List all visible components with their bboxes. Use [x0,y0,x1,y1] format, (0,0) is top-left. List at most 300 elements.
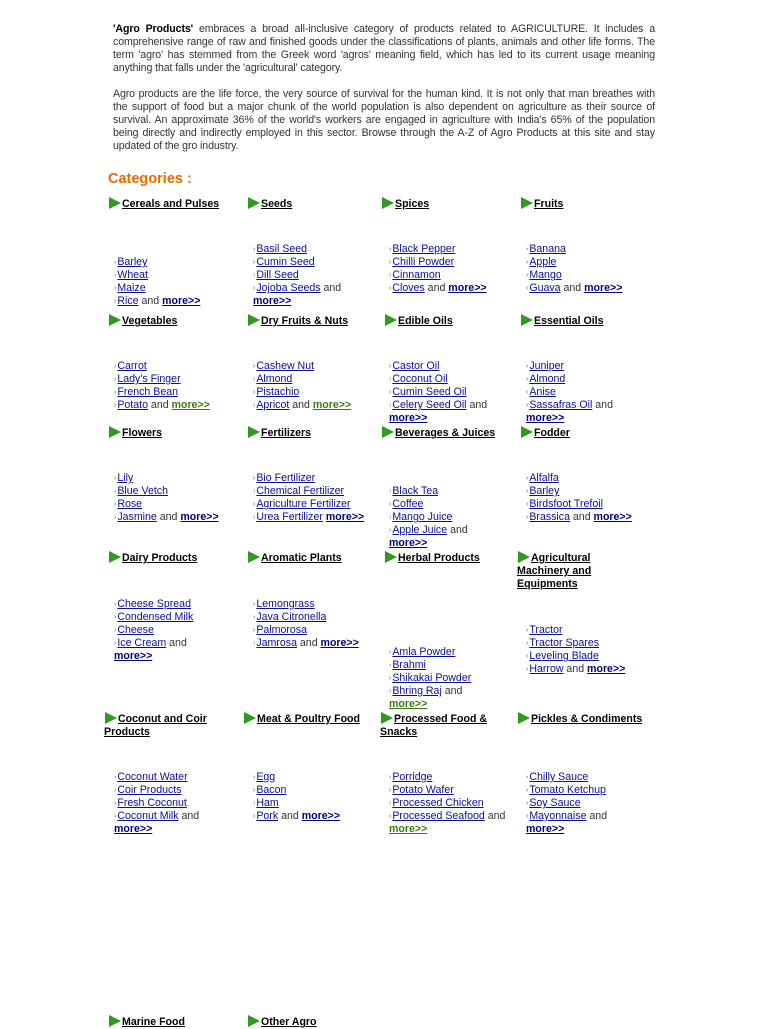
bullet-icon: › [253,787,256,794]
category-title-link[interactable]: Seeds [261,198,293,210]
bullet-icon: › [526,259,529,266]
bullet-icon: › [526,653,529,660]
bullet-icon: › [253,389,256,396]
more-line [389,698,524,711]
item-link[interactable]: Barley [117,256,148,268]
item-link[interactable]: Cheese [117,624,154,636]
list-item [389,659,524,672]
more-line [114,650,249,663]
bullet-icon: › [253,800,256,807]
and-text: and [278,810,302,822]
more-link[interactable]: more>> [526,412,565,424]
item-link[interactable]: Rice [117,295,139,307]
category-item-list [526,243,661,295]
category-title-link[interactable]: Herbal Products [398,552,480,564]
bullet-icon: › [253,402,256,409]
item-link[interactable]: Tomato Ketchup [529,784,606,796]
list-item [253,771,388,784]
green-triangle-arrow-icon [247,1015,261,1027]
green-triangle-arrow-icon [520,314,534,326]
and-text: and [178,810,200,822]
arrow-icon-wrap [108,551,122,563]
item-link[interactable]: Dill Seed [256,269,299,281]
bullet-icon: › [526,488,529,495]
bullet-icon: › [114,787,117,794]
bullet-icon: › [389,402,392,409]
item-link[interactable]: Maize [117,282,146,294]
bullet-icon: › [389,527,392,534]
bullet-icon: › [253,246,256,253]
list-item [526,663,661,676]
item-link[interactable]: Potato Wafer [392,784,454,796]
arrow-icon-wrap [247,551,261,563]
item-link[interactable]: Cashew Nut [256,360,315,372]
arrow-icon-wrap [384,551,398,563]
item-link[interactable]: Basil Seed [256,243,307,255]
list-item [253,282,388,295]
category-heading [380,712,508,739]
item-link[interactable]: Jojoba Seeds [256,282,321,294]
category-title-link[interactable]: Dairy Products [122,552,198,564]
list-item [389,269,524,282]
more-line [526,823,661,836]
more-link[interactable]: more>> [312,399,352,411]
item-link[interactable]: Coconut Water [117,771,188,783]
list-item [389,373,524,386]
and-text: and [138,295,163,307]
category-heading [108,314,236,328]
item-link[interactable]: Bhring Raj [392,685,442,697]
bullet-icon: › [114,285,117,292]
list-item [114,771,249,784]
list-item [526,485,661,498]
list-item [526,624,661,637]
bullet-icon: › [253,475,256,482]
more-link[interactable]: more>> [389,412,428,424]
arrow-icon-wrap [381,426,395,438]
list-item [253,373,388,386]
item-link[interactable]: Jamrosa [256,637,297,649]
item-link[interactable]: Lily [117,472,134,484]
item-link[interactable]: Ice Cream [117,637,167,649]
list-item [253,386,388,399]
item-link[interactable]: Coir Products [117,784,182,796]
bullet-icon: › [114,389,117,396]
list-item [526,269,661,282]
arrow-icon-wrap [381,197,395,209]
more-line [526,412,661,425]
more-link[interactable]: more>> [301,810,340,822]
bullet-icon: › [114,363,117,370]
bullet-icon: › [253,488,256,495]
and-text: and [447,524,468,536]
item-link[interactable]: Agriculture Fertilizer [256,498,351,510]
more-link[interactable]: more>> [389,823,428,835]
list-item [114,797,249,810]
item-link[interactable]: Pistachio [256,386,300,398]
arrow-icon-wrap [108,1015,122,1027]
item-link[interactable]: Potato [117,399,148,411]
bullet-icon: › [389,246,392,253]
item-link[interactable]: Barley [529,485,560,497]
green-triangle-arrow-icon [247,551,261,563]
category-title-link[interactable]: Cereals and Pulses [122,198,220,210]
item-link[interactable]: Mayonnaise [529,810,587,822]
more-link[interactable]: more>> [114,650,153,662]
list-item [253,624,388,637]
item-link[interactable]: Rose [117,498,143,510]
item-link[interactable]: Celery Seed Oil [392,399,467,411]
item-link[interactable]: Almond [529,373,566,385]
category-heading [520,426,648,440]
bullet-icon: › [114,800,117,807]
list-item [389,810,524,823]
category-item-list [253,771,388,823]
item-link[interactable]: Black Pepper [392,243,456,255]
list-item [526,784,661,797]
item-link[interactable]: Shikakai Powder [392,672,472,684]
category-heading [381,197,509,211]
category-title-link[interactable]: Aromatic Plants [261,552,342,564]
item-link[interactable]: Brahmi [392,659,426,671]
and-text: and [563,663,588,675]
category-title-link[interactable]: Coconut and Coir Products [104,713,207,738]
more-line [114,823,249,836]
item-link[interactable]: Alfalfa [529,472,559,484]
and-text: and [320,282,342,294]
list-item [114,256,249,269]
list-item [253,810,388,823]
bullet-icon: › [389,787,392,794]
arrow-icon-wrap [520,314,534,326]
item-link[interactable]: Bacon [256,784,287,796]
bullet-icon: › [389,259,392,266]
item-link[interactable]: Chemical Fertilizer [256,485,345,497]
list-item [526,637,661,650]
category-item-list [389,771,524,836]
green-triangle-arrow-icon [108,1015,122,1027]
arrow-icon-wrap [247,314,261,326]
bullet-icon: › [526,514,529,521]
green-triangle-arrow-icon [243,712,257,724]
category-title-link[interactable]: Other Agro [261,1016,317,1028]
item-link[interactable]: Coffee [392,498,424,510]
item-link[interactable]: Sassafras Oil [529,399,593,411]
bullet-icon: › [389,285,392,292]
bullet-icon: › [253,813,256,820]
category-title-link[interactable]: Marine Food [122,1016,185,1028]
bullet-icon: › [526,774,529,781]
list-item [389,360,524,373]
list-item [389,386,524,399]
category-item-list [526,472,661,524]
list-item [526,511,661,524]
category-title-link[interactable]: Fruits [534,198,564,210]
bullet-icon: › [114,627,117,634]
list-item [389,771,524,784]
category-title-link[interactable]: Vegetables [122,315,178,327]
category-title-link[interactable]: Pickles & Condiments [531,713,643,725]
arrow-icon-wrap [247,1015,261,1027]
list-item [526,797,661,810]
bullet-icon: › [389,800,392,807]
category-title-link[interactable]: Flowers [122,427,163,439]
list-item [114,498,249,511]
item-link[interactable]: Anise [529,386,556,398]
category-title-link[interactable]: Beverages & Juices [395,427,496,439]
item-link[interactable]: Palmorosa [256,624,307,636]
and-text: and [441,685,463,697]
category-item-list [253,360,388,412]
item-link[interactable]: Tractor [529,624,563,636]
and-text: and [586,810,608,822]
category-title-link[interactable]: Spices [395,198,430,210]
bullet-icon: › [114,601,117,608]
more-link[interactable]: more>> [180,511,219,523]
bullet-icon: › [253,514,256,521]
bullet-icon: › [389,813,392,820]
item-link[interactable]: Mango Juice [392,511,453,523]
list-item [389,797,524,810]
bullet-icon: › [526,363,529,370]
item-link[interactable]: Cheese Spread [117,598,191,610]
bullet-icon: › [526,787,529,794]
list-item [389,485,524,498]
bullet-icon: › [114,501,117,508]
category-item-list [253,598,388,650]
item-link[interactable]: Coconut Oil [392,373,448,385]
item-link[interactable]: Leveling Blade [529,650,599,662]
more-link[interactable]: more>> [389,698,428,710]
list-item [253,637,388,650]
item-link[interactable]: Lemongrass [256,598,315,610]
category-item-list [389,360,524,425]
list-item [114,810,249,823]
list-item [114,373,249,386]
item-link[interactable]: Harrow [529,663,564,675]
list-item [526,360,661,373]
category-heading [520,314,648,328]
category-heading [517,712,645,726]
item-link[interactable]: Cumin Seed [256,256,315,268]
arrow-icon-wrap [104,712,118,724]
item-link[interactable]: Pork [256,810,279,822]
item-link[interactable]: Processed Seafood [392,810,485,822]
green-triangle-arrow-icon [108,426,122,438]
item-link[interactable]: French Bean [117,386,178,398]
category-title-link[interactable]: Fertilizers [261,427,312,439]
item-link[interactable]: Jasmine [117,511,157,523]
list-item [114,295,249,308]
item-link[interactable]: Condensed Milk [117,611,194,623]
list-item [389,498,524,511]
and-text: and [166,637,187,649]
item-link[interactable]: Soy Sauce [529,797,581,809]
item-link[interactable]: Cumin Seed Oil [392,386,467,398]
item-link[interactable]: Carrot [117,360,147,372]
item-link[interactable]: Coconut Milk [117,810,179,822]
item-link[interactable]: Juniper [529,360,565,372]
category-item-list [114,360,249,412]
category-item-list [526,771,661,836]
item-link[interactable]: Banana [529,243,566,255]
list-item [389,511,524,524]
list-item [114,399,249,412]
more-link[interactable]: more>> [162,295,201,307]
bullet-icon: › [389,389,392,396]
category-item-list [253,472,388,524]
categories-heading: Categories : [108,171,192,187]
bullet-icon: › [389,376,392,383]
green-triangle-arrow-icon [247,426,261,438]
bullet-icon: › [253,614,256,621]
item-link[interactable]: Ham [256,797,279,809]
bullet-icon: › [389,514,392,521]
list-item [253,399,388,412]
list-item [389,685,524,698]
and-text: and [156,511,181,523]
more-link[interactable]: more>> [584,282,623,294]
item-link[interactable]: Apricot [256,399,290,411]
item-link[interactable]: Processed Chicken [392,797,484,809]
item-link[interactable]: Cloves [392,282,425,294]
item-link[interactable]: Guava [529,282,561,294]
item-link[interactable]: Brassica [529,511,570,523]
item-link[interactable]: Bio Fertilizer [256,472,316,484]
more-link[interactable]: more>> [587,663,626,675]
category-item-list [389,243,524,295]
item-link[interactable]: Apple Juice [392,524,448,536]
category-heading [384,551,512,565]
category-item-list [114,472,249,524]
category-item-list [114,598,249,663]
more-link[interactable]: more>> [593,511,632,523]
category-title-link[interactable]: Meat & Poultry Food [257,713,360,725]
bullet-icon: › [114,813,117,820]
item-link[interactable]: Lady's Finger [117,373,181,385]
item-link[interactable]: Mango [529,269,562,281]
bullet-icon: › [253,259,256,266]
category-heading [104,712,232,739]
green-triangle-arrow-icon [520,426,534,438]
category-title-link[interactable]: Agricultural Machinery and Equipments [517,552,592,590]
arrow-icon-wrap [108,197,122,209]
category-heading [108,197,236,211]
list-item [389,243,524,256]
item-link[interactable]: Amla Powder [392,646,456,658]
arrow-icon-wrap [517,551,531,563]
green-triangle-arrow-icon [108,314,122,326]
item-link[interactable]: Castor Oil [392,360,440,372]
item-link[interactable]: Chilly Sauce [529,771,589,783]
item-link[interactable]: Java Citronella [256,611,327,623]
item-link[interactable]: Apple [529,256,557,268]
more-link[interactable]: more>> [253,295,292,307]
list-item [114,360,249,373]
more-link[interactable]: more>> [320,637,359,649]
item-link[interactable]: Egg [256,771,276,783]
list-item [253,360,388,373]
arrow-icon-wrap [108,426,122,438]
green-triangle-arrow-icon [520,197,534,209]
bullet-icon: › [253,774,256,781]
list-item [389,282,524,295]
list-item [253,243,388,256]
list-item [389,784,524,797]
item-link[interactable]: Fresh Coconut [117,797,187,809]
bullet-icon: › [253,627,256,634]
and-text: and [289,399,313,411]
bullet-icon: › [114,488,117,495]
list-item [526,472,661,485]
list-item [526,810,661,823]
category-title-link[interactable]: Fodder [534,427,570,439]
bullet-icon: › [526,272,529,279]
item-link[interactable]: Wheat [117,269,148,281]
bullet-icon: › [526,376,529,383]
more-link[interactable]: more>> [526,823,565,835]
category-title-link[interactable]: Dry Fruits & Nuts [261,315,349,327]
green-triangle-arrow-icon [384,314,398,326]
category-item-list [526,360,661,425]
green-triangle-arrow-icon [517,551,531,563]
list-item [114,598,249,611]
category-heading [247,551,375,565]
list-item [526,373,661,386]
arrow-icon-wrap [520,197,534,209]
more-link[interactable]: more>> [389,537,428,549]
item-link[interactable]: Urea Fertilizer [256,511,323,523]
more-link[interactable]: more>> [114,823,153,835]
bullet-icon: › [253,640,256,647]
category-item-list [389,485,524,550]
arrow-icon-wrap [517,712,531,724]
item-link[interactable]: Porridge [392,771,433,783]
item-link[interactable]: Tractor Spares [529,637,600,649]
item-link[interactable]: Birdsfoot Trefoil [529,498,603,510]
category-item-list [114,771,249,836]
item-link[interactable]: Cinnamon [392,269,441,281]
arrow-icon-wrap [380,712,394,724]
item-link[interactable]: Chilli Powder [392,256,455,268]
more-link[interactable]: more>> [325,511,365,523]
category-heading [247,197,375,211]
category-title-link[interactable]: Edible Oils [398,315,453,327]
item-link[interactable]: Black Tea [392,485,439,497]
list-item [114,784,249,797]
item-link[interactable]: Almond [256,373,293,385]
list-item [253,256,388,269]
bullet-icon: › [526,389,529,396]
category-title-link[interactable]: Processed Food & Snacks [380,713,488,738]
list-item [253,784,388,797]
bullet-icon: › [389,363,392,370]
category-title-link[interactable]: Essential Oils [534,315,604,327]
list-item [114,624,249,637]
list-item [526,498,661,511]
list-item [389,256,524,269]
more-link[interactable]: more>> [171,399,210,411]
bullet-icon: › [114,259,117,266]
bullet-icon: › [114,272,117,279]
bullet-icon: › [253,272,256,279]
bullet-icon: › [114,376,117,383]
category-heading [108,426,236,440]
item-link[interactable]: Blue Vetch [117,485,168,497]
list-item [526,243,661,256]
more-link[interactable]: more>> [448,282,487,294]
list-item [389,399,524,412]
